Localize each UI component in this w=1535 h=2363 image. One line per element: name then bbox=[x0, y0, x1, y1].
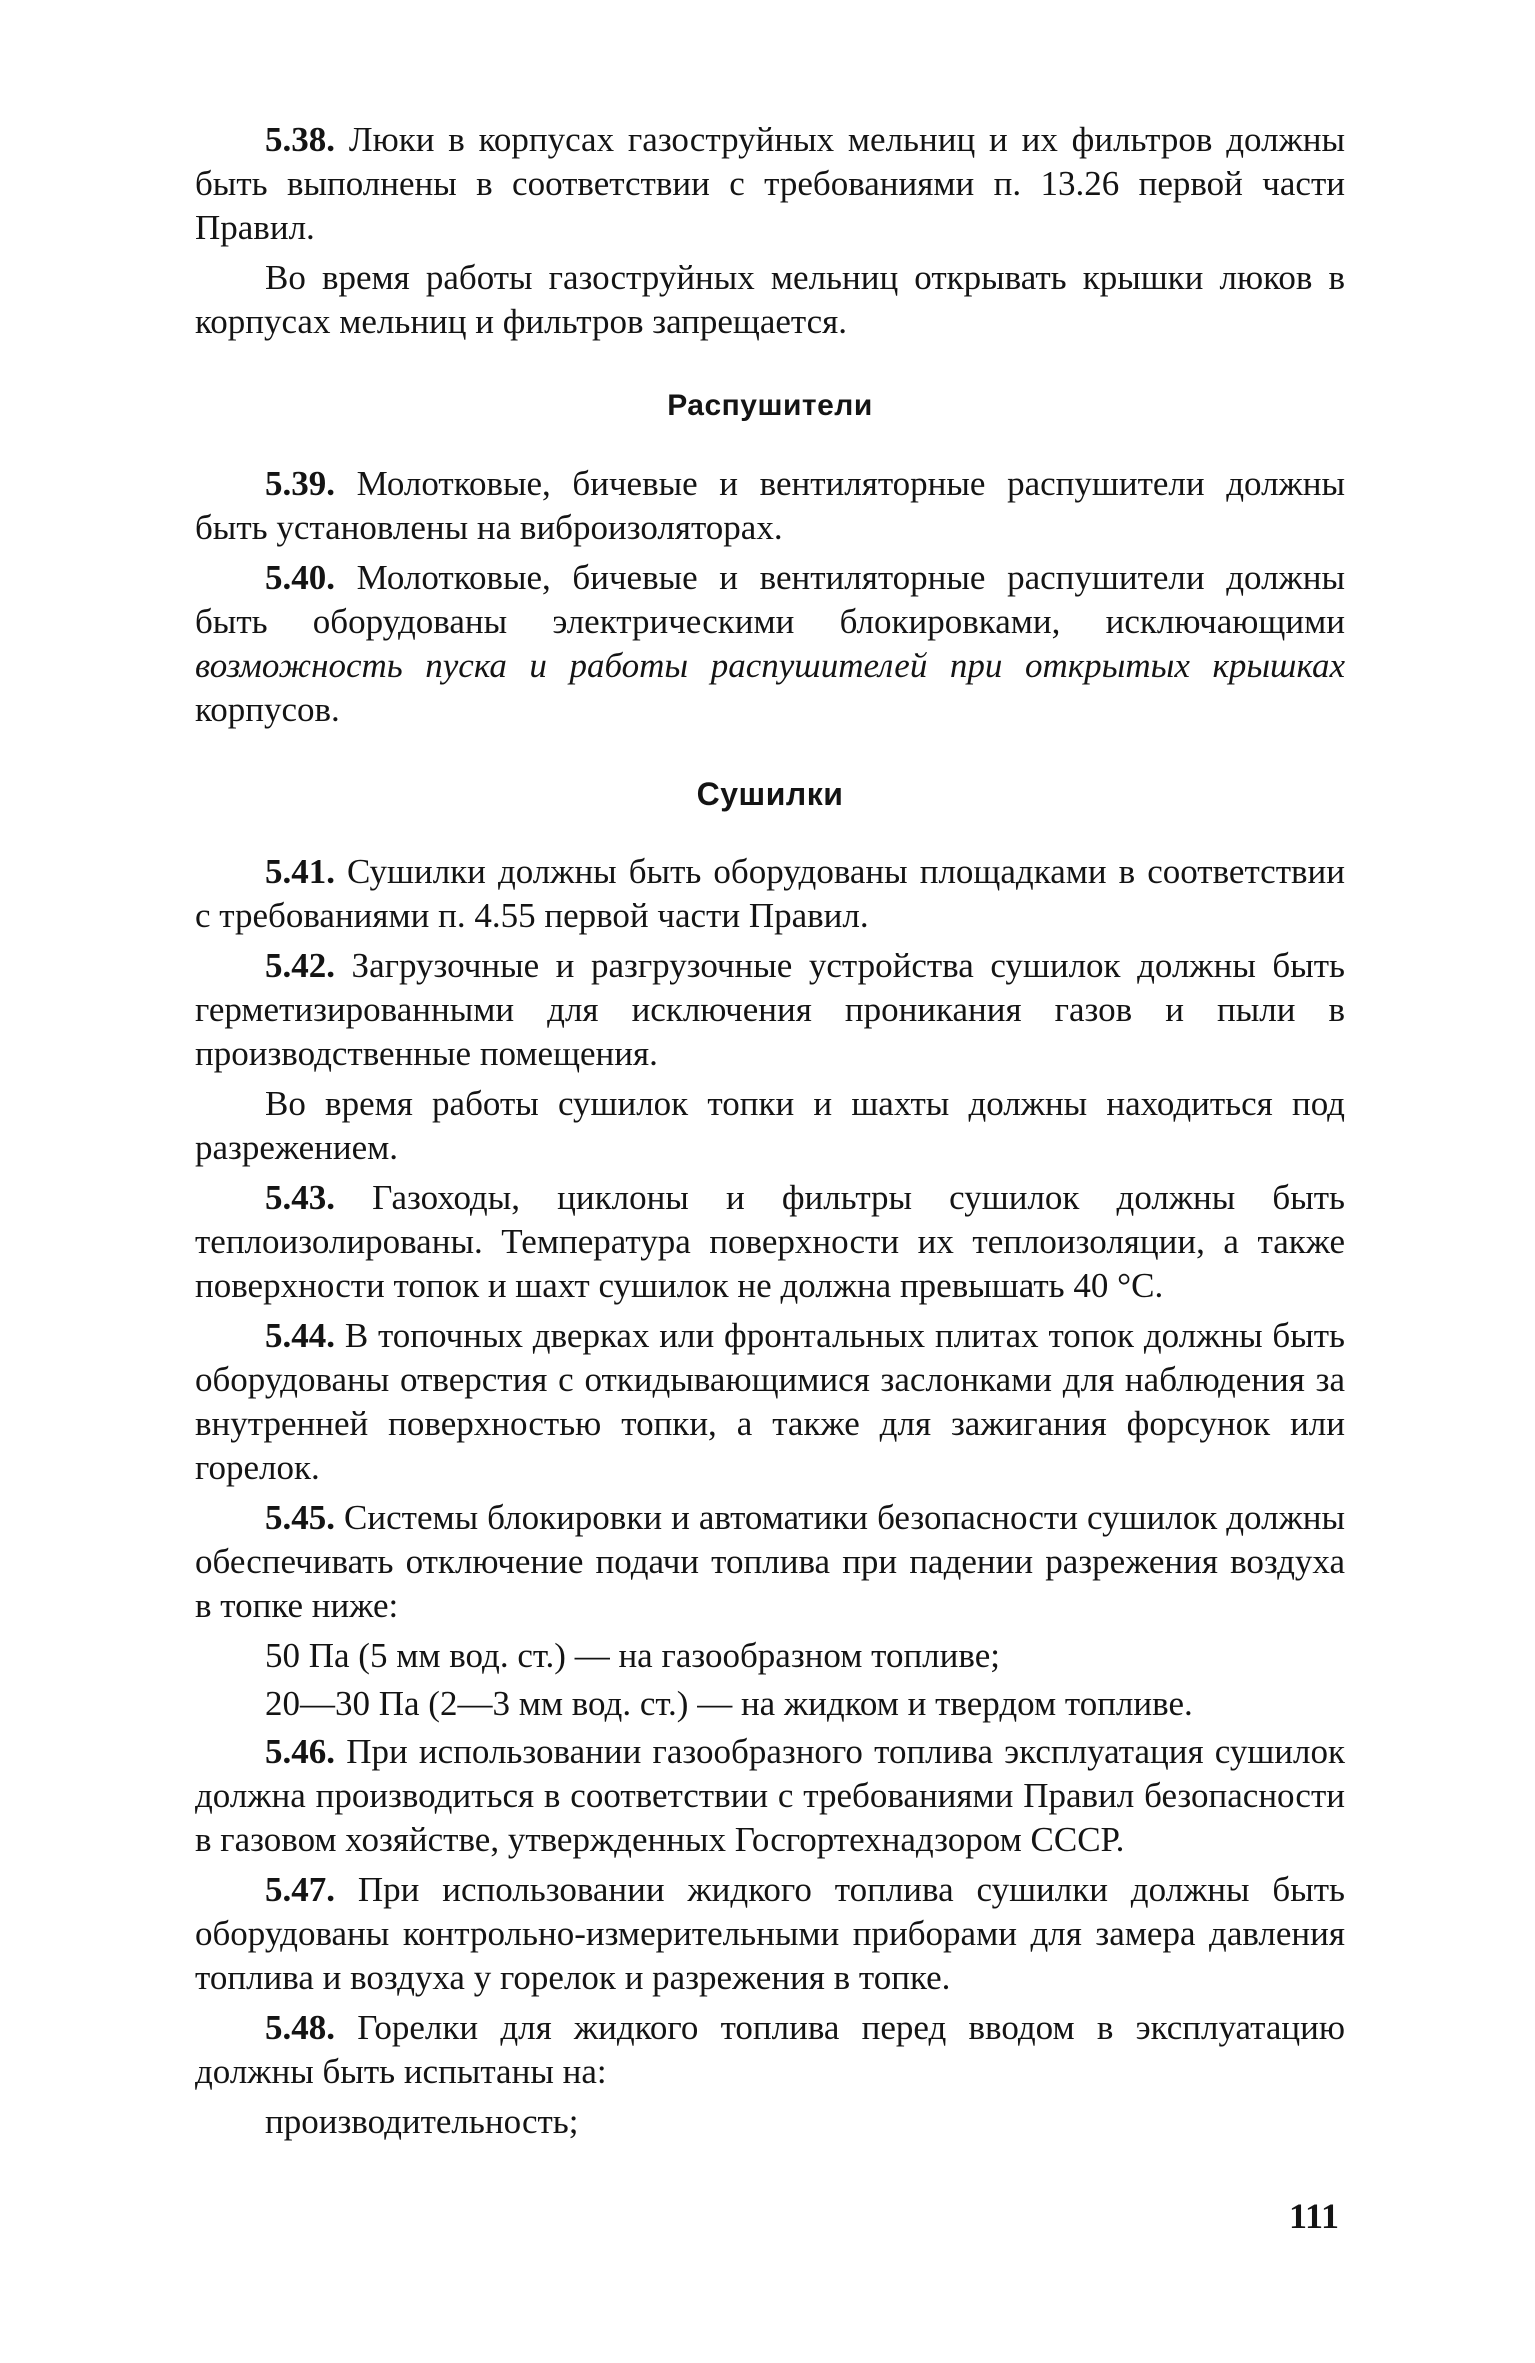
clause-text: Газоходы, циклоны и фильтры сушилок должны быть теплоизолированы. Температура поверхности их теплоизоляции, а также поверхности топок и шахт сушилок не должна превышать 40 °С. bbox=[195, 1178, 1345, 1305]
section-heading-raspushiteli: Распушители bbox=[667, 389, 873, 422]
clause-number: 5.47. bbox=[265, 1870, 335, 1909]
clause-number: 5.38. bbox=[265, 120, 335, 159]
clause-5-41 bbox=[195, 850, 1345, 938]
clause-number: 5.42. bbox=[265, 946, 335, 985]
clause-5-48-item: производительность; bbox=[265, 2102, 579, 2141]
clause-5-38 bbox=[195, 118, 1345, 250]
section-heading-sushilki: Сушилки bbox=[696, 776, 844, 812]
clause-5-47 bbox=[195, 1868, 1345, 2000]
clause-text: Горелки для жидкого топлива перед вводом в эксплуатацию должны быть испытаны на: bbox=[195, 2008, 1345, 2091]
clause-number: 5.44. bbox=[265, 1316, 335, 1355]
clause-5-42-continuation: Во время работы сушилок топки и шахты должны находиться под разрежением. bbox=[195, 1084, 1345, 1167]
clause-text: При использовании жидкого топлива сушилки должны быть оборудованы контрольно-измерительными приборами для замера давления топлива и воздуха у горелок и разрежения в топке. bbox=[195, 1870, 1345, 1997]
clause-5-40 bbox=[195, 556, 1345, 732]
clause-number: 5.48. bbox=[265, 2008, 335, 2047]
clause-5-45-item-gas: 50 Па (5 мм вод. ст.) — на газообразном топливе; bbox=[265, 1636, 1000, 1675]
clause-number: 5.39. bbox=[265, 464, 335, 503]
clause-text-end: корпусов. bbox=[195, 690, 340, 729]
clause-5-38-continuation: Во время работы газоструйных мельниц открывать крышки люков в корпусах мельниц и фильтров запрещается. bbox=[195, 258, 1345, 341]
document-page bbox=[195, 118, 1345, 2148]
clause-number: 5.43. bbox=[265, 1178, 335, 1217]
clause-text: Сушилки должны быть оборудованы площадками в соответствии с требованиями п. 4.55 первой части Правил. bbox=[195, 852, 1345, 935]
clause-text: Загрузочные и разгрузочные устройства сушилок должны быть герметизированными для исключения проникания газов и пыли в производственные помещения. bbox=[195, 946, 1345, 1073]
clause-text: Молотковые, бичевые и вентиляторные распушители должны быть установлены на виброизоляторах. bbox=[195, 464, 1345, 547]
clause-5-45-item-liquid-solid: 20—30 Па (2—3 мм вод. ст.) — на жидком и твердом топливе. bbox=[265, 1684, 1193, 1723]
clause-number: 5.40. bbox=[265, 558, 335, 597]
clause-5-48 bbox=[195, 2006, 1345, 2094]
clause-text: Люки в корпусах газоструйных мельниц и их фильтров должны быть выполнены в соответствии с требованиями п. 13.26 первой части Правил. bbox=[195, 120, 1345, 247]
clause-5-46 bbox=[195, 1730, 1345, 1862]
clause-5-43 bbox=[195, 1176, 1345, 1308]
clause-text: При использовании газообразного топлива эксплуатация сушилок должна производиться в соответствии с требованиями Правил безопасности в газовом хозяйстве, утвержденных Госгортехнадзором СССР. bbox=[195, 1732, 1345, 1859]
clause-text-italic: возможность пуска и работы распушителей при открытых крышках bbox=[195, 646, 1345, 685]
clause-text: Молотковые, бичевые и вентиляторные распушители должны быть оборудованы электрическими блокировками, исключающими bbox=[195, 558, 1345, 641]
clause-5-42 bbox=[195, 944, 1345, 1076]
clause-5-45 bbox=[195, 1496, 1345, 1628]
clause-text: В топочных дверках или фронтальных плитах топок должны быть оборудованы отверстия с откидывающимися заслонками для наблюдения за внутренней поверхностью топки, а также для зажигания форсунок или горелок. bbox=[195, 1316, 1345, 1487]
clause-5-39 bbox=[195, 462, 1345, 550]
clause-number: 5.45. bbox=[265, 1498, 335, 1537]
clause-text: Системы блокировки и автоматики безопасности сушилок должны обеспечивать отключение подачи топлива при падении разрежения воздуха в топке ниже: bbox=[195, 1498, 1345, 1625]
page-number: 111 bbox=[1288, 2196, 1339, 2236]
clause-5-44 bbox=[195, 1314, 1345, 1490]
clause-number: 5.41. bbox=[265, 852, 335, 891]
clause-number: 5.46. bbox=[265, 1732, 335, 1771]
